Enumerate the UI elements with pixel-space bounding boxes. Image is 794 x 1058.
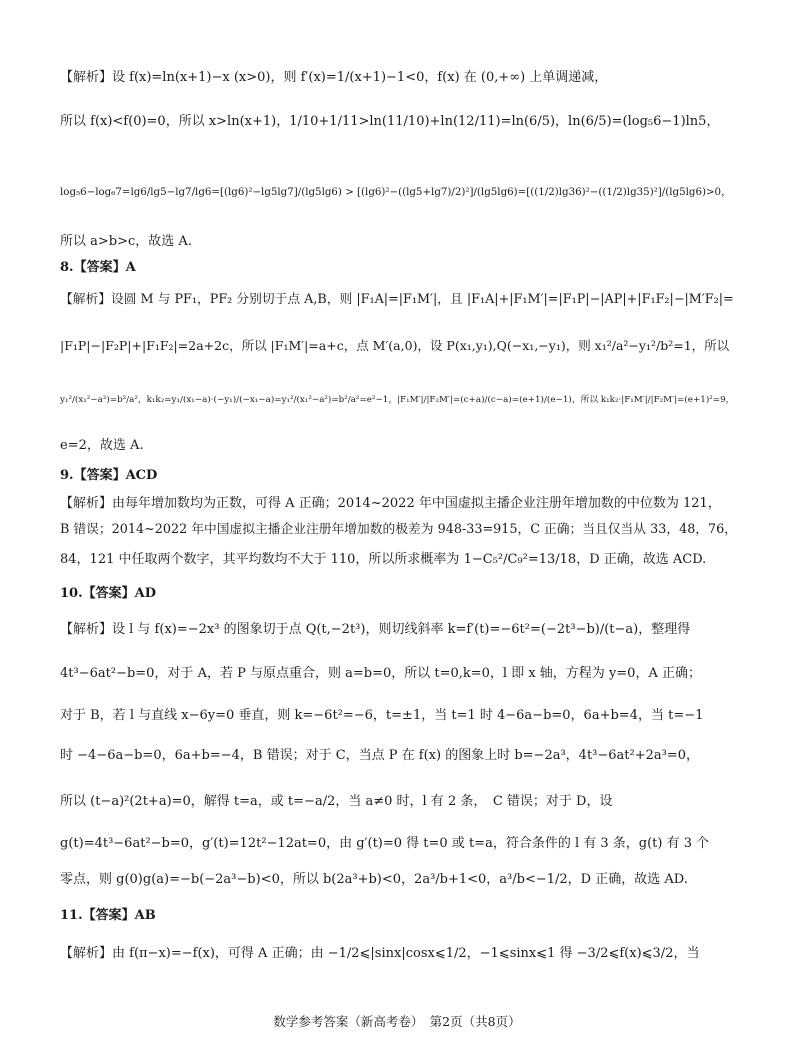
text-line: 4t³−6at²−b=0，对于 A，若 P 与原点重合，则 a=b=0，所以 t=0,k=0，l 即 x 轴，方程为 y=0，A 正确； [60, 666, 701, 681]
text-line: e=2，故选 A. [60, 438, 144, 453]
text-line: 【解析】设 l 与 f(x)=−2x³ 的图象切于点 Q(t,−2t³)，则切线斜率 k=f′(t)=−6t²=(−2t³−b)/(t−a)，整理得 [60, 622, 691, 637]
text-line: B 错误；2014~2022 年中国虚拟主播企业注册年增加数的极差为 948-33=915，C 正确；当且仅当从 33，48，76， [60, 522, 738, 537]
page-footer: 数学参考答案（新高考卷） 第2页（共8页） [273, 1014, 521, 1029]
text-line: |F₁P|−|F₂P|+|F₁F₂|=2a+2c，所以 |F₁M′|=a+c，点 M′(a,0)，设 P(x₁,y₁),Q(−x₁,−y₁)，则 x₁²/a²−y₁²/b²=1，所以 [60, 338, 730, 353]
text-line: 【解析】设圆 M 与 PF₁，PF₂ 分别切于点 A,B，则 |F₁A|=|F₁M′|，且 |F₁A|+|F₁M′|=|F₁P|−|AP|+|F₁F₂|−|M′F₂|= [60, 292, 734, 307]
text-line: 【解析】设 f(x)=ln(x+1)−x (x>0)，则 f′(x)=1/(x+1)−1<0，f(x) 在 (0,+∞) 上单调递减， [60, 70, 608, 85]
answer-heading: 11.【答案】AB [60, 908, 156, 923]
text-line: 零点，则 g(0)g(a)=−b(−2a³−b)<0，所以 b(2a³+b)<0，2a³/b+1<0，a³/b<−1/2，D 正确，故选 AD. [60, 872, 688, 887]
answer-heading: 9.【答案】ACD [60, 468, 158, 483]
text-line: 对于 B，若 l 与直线 x−6y=0 垂直，则 k=−6t²=−6，t=±1，当 t=1 时 4−6a−b=0，6a+b=4，当 t=−1 [60, 708, 704, 723]
text-line: log₅6−log₆7=lg6/lg5−lg7/lg6=[(lg6)²−lg5lg7]/(lg5lg6) > [(lg6)²−((lg5+lg7)/2)²]/(lg5lg6)=[((1/2)lg36)²−((1/2)lg35)²]/(lg5lg6)>0， [60, 186, 732, 198]
text-line: y₁²/(x₁²−a²)=b²/a²，k₁k₂=y₁/(x₁−a)·(−y₁)/(−x₁−a)=y₁²/(x₁²−a²)=b²/a²=e²−1，|F₁M′|/|F₂M′|=(c+a)/(c−a)=(e+1)/(e−1)，所以 k₁k₂·|F₁M′|/|F₂M′|=(e+1)²=9， [60, 395, 735, 405]
text-line: 84，121 中任取两个数字，其平均数均不大于 110，所以所求概率为 1−C₅²/C₉²=13/18，D 正确，故选 ACD. [60, 552, 707, 567]
text-line: 所以 (t−a)²(2t+a)=0，解得 t=a，或 t=−a/2，当 a≠0 时，l 有 2 条， C 错误；对于 D，设 [60, 794, 613, 809]
answer-heading: 8.【答案】A [60, 260, 136, 275]
text-line: 【解析】由每年增加数均为正数，可得 A 正确；2014~2022 年中国虚拟主播企业注册年增加数的中位数为 121， [60, 496, 721, 511]
answer-heading: 10.【答案】AD [60, 586, 156, 601]
text-line: 所以 a>b>c，故选 A. [60, 234, 192, 249]
text-line: 时 −4−6a−b=0，6a+b=−4，B 错误；对于 C，当点 P 在 f(x) 的图象上时 b=−2a³，4t³−6at²+2a³=0， [60, 748, 700, 763]
text-line: 【解析】由 f(π−x)=−f(x)，可得 A 正确；由 −1/2⩽|sinx|cosx⩽1/2，−1⩽sinx⩽1 得 −3/2⩽f(x)⩽3/2，当 [60, 946, 700, 961]
text-line: g(t)=4t³−6at²−b=0，g′(t)=12t²−12at=0，由 g′(t)=0 得 t=0 或 t=a，符合条件的 l 有 3 条，g(t) 有 3 个 [60, 836, 710, 851]
text-line: 所以 f(x)<f(0)=0，所以 x>ln(x+1)，1/10+1/11>ln(11/10)+ln(12/11)=ln(6/5)，ln(6/5)=(log₅6−1)ln5， [60, 114, 720, 129]
